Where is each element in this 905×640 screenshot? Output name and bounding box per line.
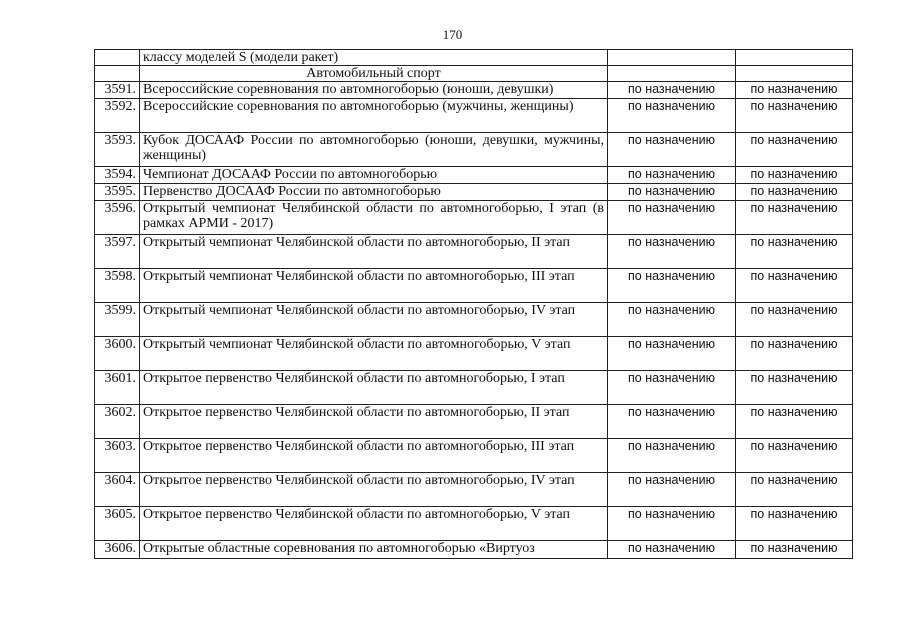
event-value-col4: по назначению xyxy=(736,541,853,559)
events-table xyxy=(94,49,853,559)
table-row xyxy=(95,337,853,371)
event-value-col4: по назначению xyxy=(736,184,853,201)
event-description: Открытое первенство Челябинской области по автомногоборью, III этап xyxy=(140,439,608,473)
event-description: Открытое первенство Челябинской области по автомногоборью, II этап xyxy=(140,405,608,439)
table-row xyxy=(95,507,853,541)
table-row xyxy=(95,133,853,167)
table-row xyxy=(95,405,853,439)
event-number: 3596. xyxy=(95,201,140,235)
event-description: Открытое первенство Челябинской области по автомногоборью, V этап xyxy=(140,507,608,541)
table-row xyxy=(95,371,853,405)
event-value-col4: по назначению xyxy=(736,82,853,99)
empty-cell xyxy=(736,66,853,82)
event-description: Открытый чемпионат Челябинской области по автомногоборью, IV этап xyxy=(140,303,608,337)
table-row xyxy=(95,184,853,201)
event-description: Открытый чемпионат Челябинской области по автомногоборью, I этап (в рамках АРМИ - 2017) xyxy=(140,201,608,235)
event-value-col3: по назначению xyxy=(608,167,736,184)
table-row xyxy=(95,99,853,133)
event-value-col3: по назначению xyxy=(608,439,736,473)
event-number: 3601. xyxy=(95,371,140,405)
event-value-col3: по назначению xyxy=(608,473,736,507)
event-value-col3: по назначению xyxy=(608,269,736,303)
event-value-col4: по назначению xyxy=(736,507,853,541)
event-value-col3: по назначению xyxy=(608,541,736,559)
event-number: 3603. xyxy=(95,439,140,473)
event-value-col3: по назначению xyxy=(608,201,736,235)
event-number: 3595. xyxy=(95,184,140,201)
event-value-col4: по назначению xyxy=(736,201,853,235)
table-row xyxy=(95,201,853,235)
event-number: 3602. xyxy=(95,405,140,439)
event-value-col3: по назначению xyxy=(608,303,736,337)
event-value-col3: по назначению xyxy=(608,235,736,269)
event-number xyxy=(95,50,140,66)
event-value-col4: по назначению xyxy=(736,269,853,303)
page-number: 170 xyxy=(442,27,463,42)
event-value-col4: по назначению xyxy=(736,133,853,167)
event-description: Всероссийские соревнования по автомногоборью (мужчины, женщины) xyxy=(140,99,608,133)
event-number: 3598. xyxy=(95,269,140,303)
event-value-col4: по назначению xyxy=(736,337,853,371)
event-number: 3600. xyxy=(95,337,140,371)
table-row xyxy=(95,269,853,303)
section-title: Автомобильный спорт xyxy=(140,66,608,82)
event-description: Открытое первенство Челябинской области по автомногоборью, I этап xyxy=(140,371,608,405)
events-table-body xyxy=(95,50,853,559)
event-description: Открытый чемпионат Челябинской области по автомногоборью, V этап xyxy=(140,337,608,371)
event-description: Открытый чемпионат Челябинской области по автомногоборью, III этап xyxy=(140,269,608,303)
table-row xyxy=(95,167,853,184)
event-value-col3: по назначению xyxy=(608,371,736,405)
event-value-col3: по назначению xyxy=(608,133,736,167)
event-description: Кубок ДОСААФ России по автомногоборью (юноши, девушки, мужчины, женщины) xyxy=(140,133,608,167)
table-row xyxy=(95,303,853,337)
event-number: 3593. xyxy=(95,133,140,167)
event-number: 3604. xyxy=(95,473,140,507)
table-row xyxy=(95,82,853,99)
event-value-col4: по назначению xyxy=(736,405,853,439)
table-row xyxy=(95,473,853,507)
table-row xyxy=(95,235,853,269)
event-number: 3599. xyxy=(95,303,140,337)
event-description: Открытые областные соревнования по автомногоборью «Виртуоз xyxy=(140,541,608,559)
event-description: Чемпионат ДОСААФ России по автомногоборью xyxy=(140,167,608,184)
event-number: 3594. xyxy=(95,167,140,184)
event-value-col4: по назначению xyxy=(736,439,853,473)
event-value-col4: по назначению xyxy=(736,303,853,337)
event-value-col4: по назначению xyxy=(736,473,853,507)
event-value-col4: по назначению xyxy=(736,235,853,269)
number-cell xyxy=(95,66,140,82)
event-description: Первенство ДОСААФ России по автомногоборью xyxy=(140,184,608,201)
event-description: Открытый чемпионат Челябинской области по автомногоборью, II этап xyxy=(140,235,608,269)
event-value-col3: по назначению xyxy=(608,184,736,201)
section-row xyxy=(95,66,853,82)
event-value-col3: по назначению xyxy=(608,507,736,541)
event-description: Всероссийские соревнования по автомногоборью (юноши, девушки) xyxy=(140,82,608,99)
event-value-col3: по назначению xyxy=(608,82,736,99)
empty-cell xyxy=(608,66,736,82)
event-value-col4: по назначению xyxy=(736,99,853,133)
event-description: классу моделей S (модели ракет) xyxy=(140,50,608,66)
event-value-col3: по назначению xyxy=(608,99,736,133)
event-value-col3: по назначению xyxy=(608,405,736,439)
event-description: Открытое первенство Челябинской области по автомногоборью, IV этап xyxy=(140,473,608,507)
table-row xyxy=(95,50,853,66)
event-number: 3606. xyxy=(95,541,140,559)
table-row xyxy=(95,541,853,559)
event-number: 3592. xyxy=(95,99,140,133)
event-value-col3: по назначению xyxy=(608,337,736,371)
event-value-col4: по назначению xyxy=(736,167,853,184)
event-number: 3597. xyxy=(95,235,140,269)
event-value-col4: по назначению xyxy=(736,371,853,405)
event-number: 3591. xyxy=(95,82,140,99)
event-number: 3605. xyxy=(95,507,140,541)
table-row xyxy=(95,439,853,473)
event-value-col3 xyxy=(608,50,736,66)
event-value-col4 xyxy=(736,50,853,66)
